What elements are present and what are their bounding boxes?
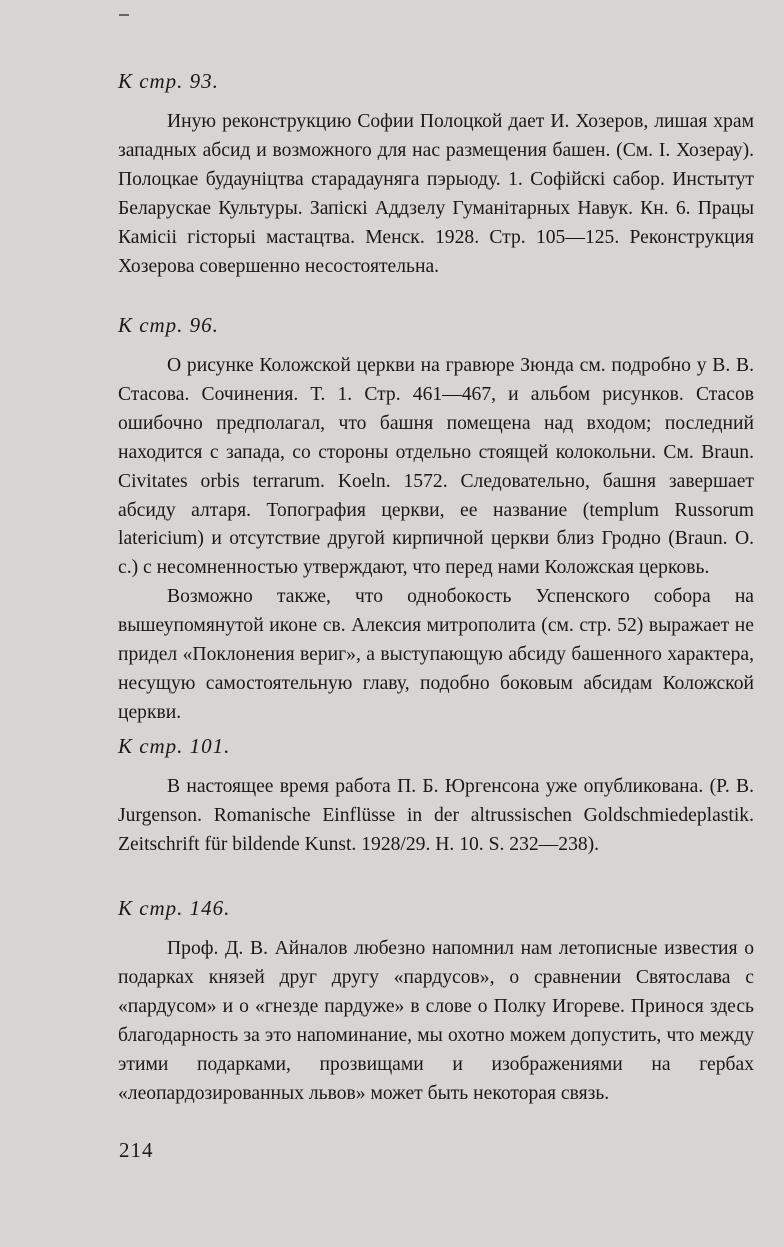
note-section-p93 <box>118 68 754 281</box>
note-section-p101 <box>118 733 754 860</box>
paragraph: О рисунке Коложской церкви на гравюре Зюнда см. подробно у В. В. Стасова. Сочинения. Т. 1. Стр. 461—467, и альбом рисунков. Стасов ошибочно предполагал, что башня помещена над входом; последний находится с запада, со стороны отдельно стоящей колокольни. См. Braun. Civitates orbis terrarum. Koeln. 1572. Следовательно, башня завершает абсиду алтаря. Топография церкви, ее название (templum Russorum latericium) и отсутствие другой кирпичной церкви близ Гродно (Braun. О. с.) с несомненностью утверждают, что перед нами Коложская церковь. <box>118 355 754 579</box>
print-mark <box>119 14 129 16</box>
section-heading: К стр. 93. <box>118 69 219 93</box>
paragraph: Возможно также, что однобокость Успенского собора на вышеупомянутой иконе св. Алексия митрополита (см. стр. 52) выражает не придел «Поклонения вериг», а выступающую абсиду башенного характера, несущую самостоятельную главу, подобно боковым абсидам Коложской церкви. <box>118 586 754 723</box>
note-section-p96 <box>118 312 754 728</box>
paragraph: Иную реконструкцию Софии Полоцкой дает И. Хозеров, лишая храм западных абсид и возможного для нас размещения башен. (См. І. Хозерау). Полоцкае будауніцтва старадауняга пэрыоду. 1. Софійскі сабор. Инстытут Беларускае Культуры. Запіскі Аддзелу Гуманітарных Навук. Кн. 6. Працы Камісіі гісторыі мастацтва. Менск. 1928. Стр. 105—125. Реконструкция Хозерова совершенно несостоятельна. <box>118 111 754 277</box>
note-section-p146 <box>118 895 754 1108</box>
page-number: 214 <box>119 1138 154 1162</box>
section-heading: К стр. 96. <box>118 313 219 337</box>
section-heading: К стр. 101. <box>118 734 231 758</box>
section-heading: К стр. 146. <box>118 896 231 920</box>
paragraph: Проф. Д. В. Айналов любезно напомнил нам летописные известия о подарках князей друг другу «пардусов», о сравнении Святослава с «пардусом» и о «гнезде пардуже» в слове о Полку Игореве. Принося здесь благодарность за это напоминание, мы охотно можем допустить, что между этими подарками, прозвищами и изображениями на гербах «леопардозированных львов» может быть некоторая связь. <box>118 938 754 1104</box>
paragraph: В настоящее время работа П. Б. Юргенсона уже опубликована. (P. B. Jurgenson. Romanische Einflüsse in der altrussischen Goldschmiedeplastik. Zeitschrift für bildende Kunst. 1928/29. H. 10. S. 232—238). <box>118 776 754 855</box>
